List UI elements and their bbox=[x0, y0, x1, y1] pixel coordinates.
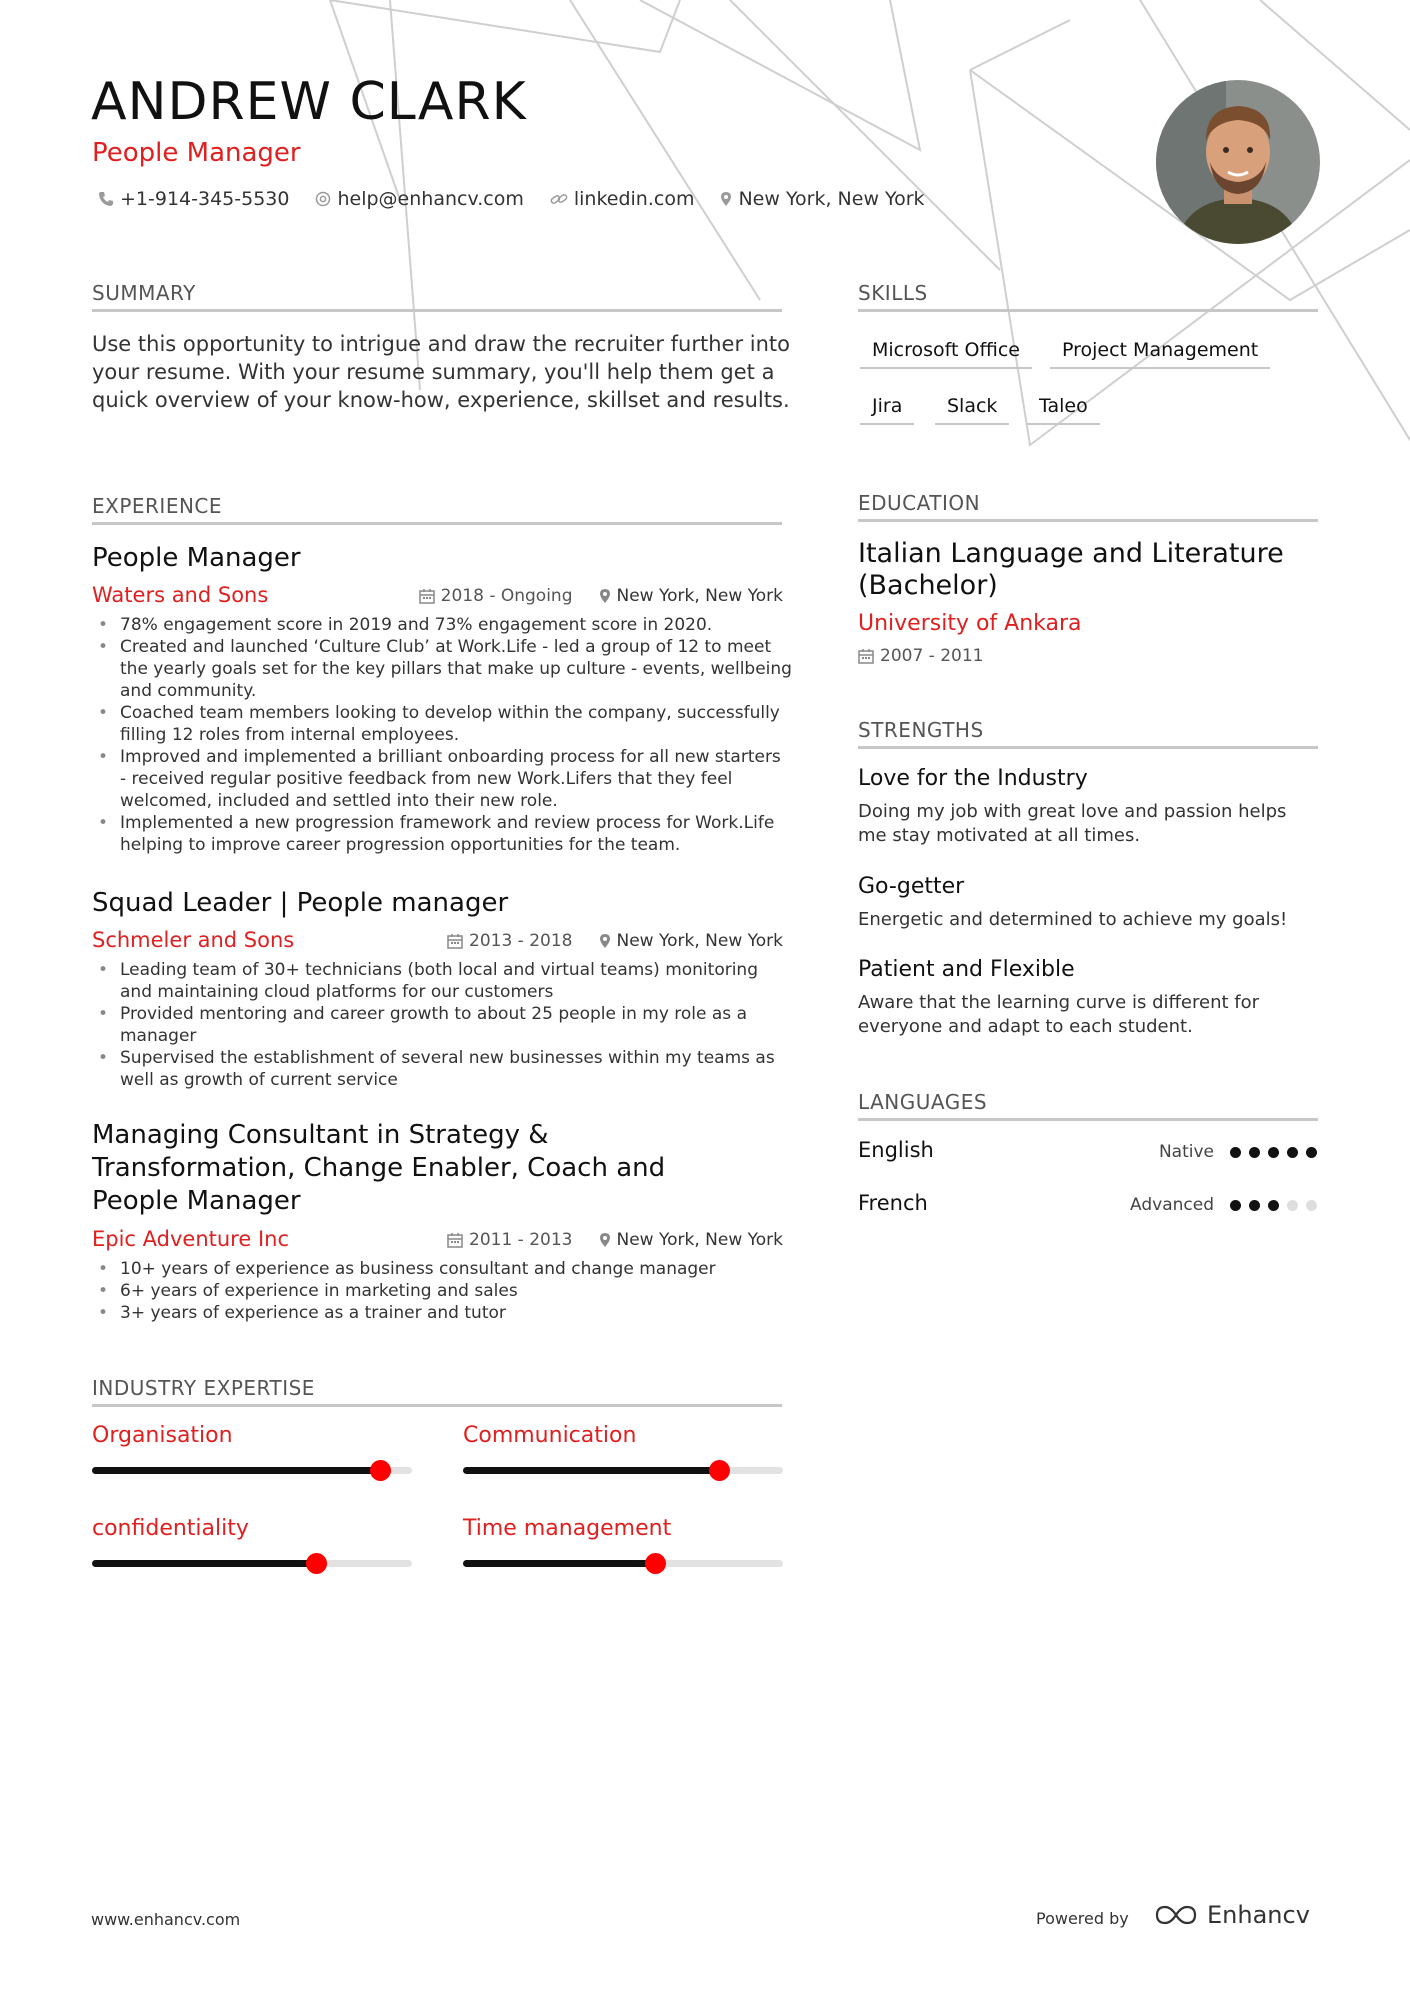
list-item: • Improved and implemented a brilliant onboarding process for all new starters - received regular positive feedback from new Work.Lifers that they feel welcomed, included and settled into their new role. bbox=[92, 746, 792, 812]
phone-text: +1-914-345-5530 bbox=[120, 188, 290, 210]
expertise-heading: INDUSTRY EXPERTISE bbox=[92, 1376, 782, 1407]
proficiency-dot-empty bbox=[1306, 1200, 1317, 1211]
language-dots bbox=[1230, 1200, 1325, 1211]
calendar-icon bbox=[447, 933, 463, 949]
job-location: New York, New York bbox=[616, 931, 783, 951]
language-name: French bbox=[858, 1191, 928, 1215]
linkedin-text[interactable]: linkedin.com bbox=[573, 188, 695, 210]
language-dots bbox=[1230, 1147, 1325, 1158]
strength-desc: Aware that the learning curve is different for everyone and adapt to each student. bbox=[858, 992, 1260, 1037]
job-company: Waters and Sons bbox=[92, 583, 269, 607]
expertise-label: Organisation bbox=[92, 1423, 233, 1448]
job-dates: 2018 - Ongoing bbox=[440, 586, 573, 606]
expertise-bar-knob bbox=[306, 1553, 327, 1574]
skill-tag: Jira bbox=[860, 395, 914, 425]
expertise-bar bbox=[463, 1467, 783, 1474]
skill-tag: Project Management bbox=[1050, 339, 1270, 369]
phone-icon bbox=[98, 191, 114, 207]
expertise-label: Time management bbox=[463, 1516, 672, 1541]
expertise-bar-knob bbox=[709, 1460, 730, 1481]
proficiency-dot-filled bbox=[1249, 1147, 1260, 1158]
list-item: • Created and launched ‘Culture Club’ at Work.Life - led a group of 12 to meet the yearly goals set for the key pillars that make up culture - events, wellbeing and community. bbox=[92, 636, 792, 702]
strength-title: Love for the Industry bbox=[858, 766, 1088, 791]
calendar-icon bbox=[858, 648, 874, 664]
job-bullets bbox=[92, 1258, 792, 1324]
contact-location bbox=[720, 188, 924, 210]
language-name: English bbox=[858, 1138, 934, 1162]
job-title: People Manager bbox=[92, 543, 301, 573]
job-meta bbox=[447, 1230, 783, 1250]
footer-url[interactable]: www.enhancv.com bbox=[91, 1910, 241, 1929]
location-pin-icon bbox=[720, 191, 732, 207]
proficiency-dot-empty bbox=[1287, 1200, 1298, 1211]
job-bullets bbox=[92, 614, 792, 856]
contact-email[interactable] bbox=[315, 188, 523, 210]
strengths-heading: STRENGTHS bbox=[858, 718, 1318, 749]
job-dates: 2011 - 2013 bbox=[469, 1230, 573, 1250]
calendar-icon bbox=[419, 588, 435, 604]
list-item: • Implemented a new progression framework and review process for Work.Life helping to improve career progression opportunities for the team. bbox=[92, 812, 792, 856]
email-text[interactable]: help@enhancv.com bbox=[337, 188, 524, 210]
expertise-bar bbox=[92, 1560, 412, 1567]
strength-desc: Energetic and determined to achieve my goals! bbox=[858, 909, 1288, 930]
experience-heading: EXPERIENCE bbox=[92, 494, 782, 525]
skill-tag: Taleo bbox=[1027, 395, 1100, 425]
location-pin-icon bbox=[599, 1232, 611, 1248]
at-icon bbox=[315, 191, 331, 207]
expertise-bar-knob bbox=[370, 1460, 391, 1481]
proficiency-dot-filled bbox=[1287, 1147, 1298, 1158]
brand-logo[interactable] bbox=[1153, 1901, 1310, 1929]
proficiency-dot-filled bbox=[1249, 1200, 1260, 1211]
list-item: • Coached team members looking to develop within the company, successfully filling 12 roles from internal employees. bbox=[92, 702, 792, 746]
contact-row bbox=[98, 188, 951, 210]
strength-title: Patient and Flexible bbox=[858, 957, 1075, 982]
job-company: Schmeler and Sons bbox=[92, 928, 295, 952]
job-title: Squad Leader | People manager bbox=[92, 888, 509, 918]
list-item: • 6+ years of experience in marketing and sales bbox=[92, 1280, 792, 1302]
education-school: University of Ankara bbox=[858, 611, 1082, 636]
education-dates bbox=[858, 646, 983, 666]
expertise-bar-knob bbox=[645, 1553, 666, 1574]
language-level: Advanced bbox=[1130, 1195, 1214, 1215]
powered-by-label: Powered by bbox=[1036, 1909, 1129, 1928]
list-item: • 78% engagement score in 2019 and 73% engagement score in 2020. bbox=[92, 614, 792, 636]
strength-title: Go-getter bbox=[858, 874, 965, 899]
brand-name: Enhancv bbox=[1207, 1901, 1310, 1929]
link-icon bbox=[550, 191, 568, 207]
location-text: New York, New York bbox=[738, 188, 925, 210]
list-item: • Provided mentoring and career growth to about 25 people in my role as a manager bbox=[92, 1003, 792, 1047]
proficiency-dot-filled bbox=[1230, 1147, 1241, 1158]
list-item: • 10+ years of experience as business consultant and change manager bbox=[92, 1258, 792, 1280]
language-level: Native bbox=[1158, 1142, 1214, 1162]
expertise-label: Communication bbox=[463, 1423, 637, 1448]
proficiency-dot-filled bbox=[1230, 1200, 1241, 1211]
enhancv-logo-icon bbox=[1153, 1903, 1199, 1927]
proficiency-dot-filled bbox=[1268, 1200, 1279, 1211]
location-pin-icon bbox=[599, 933, 611, 949]
proficiency-dot-filled bbox=[1268, 1147, 1279, 1158]
languages-heading: LANGUAGES bbox=[858, 1090, 1318, 1121]
job-dates: 2013 - 2018 bbox=[469, 931, 573, 951]
summary-heading: SUMMARY bbox=[92, 281, 782, 312]
candidate-name: ANDREW CLARK bbox=[91, 72, 527, 132]
candidate-title: People Manager bbox=[92, 138, 301, 168]
list-item: • 3+ years of experience as a trainer and tutor bbox=[92, 1302, 792, 1324]
expertise-bar-fill bbox=[92, 1467, 380, 1474]
job-bullets bbox=[92, 959, 792, 1091]
location-pin-icon bbox=[599, 588, 611, 604]
summary-text: Use this opportunity to intrigue and draw the recruiter further into your resume. With your resume summary, you'll help them get a quick overview of your know-how, experience, skillset and results. bbox=[92, 332, 790, 412]
skill-tag: Microsoft Office bbox=[860, 339, 1032, 369]
education-heading: EDUCATION bbox=[858, 491, 1318, 522]
contact-linkedin[interactable] bbox=[550, 188, 695, 210]
expertise-bar-fill bbox=[463, 1467, 719, 1474]
job-meta bbox=[419, 586, 783, 606]
expertise-bar bbox=[92, 1467, 412, 1474]
strength-desc: Doing my job with great love and passion helps me stay motivated at all times. bbox=[858, 801, 1287, 846]
education-degree: Italian Language and Literature (Bachelor) bbox=[858, 538, 1284, 601]
expertise-bar bbox=[463, 1560, 783, 1567]
job-title: Managing Consultant in Strategy & Transformation, Change Enabler, Coach and People Manager bbox=[92, 1120, 666, 1216]
skill-tag: Slack bbox=[935, 395, 1009, 425]
skills-heading: SKILLS bbox=[858, 281, 1318, 312]
list-item: • Supervised the establishment of several new businesses within my teams as well as growth of current service bbox=[92, 1047, 792, 1091]
education-dates-text: 2007 - 2011 bbox=[880, 646, 984, 666]
expertise-label: confidentiality bbox=[92, 1516, 249, 1541]
job-meta bbox=[447, 931, 783, 951]
job-company: Epic Adventure Inc bbox=[92, 1227, 289, 1251]
job-location: New York, New York bbox=[616, 586, 783, 606]
expertise-bar-fill bbox=[92, 1560, 316, 1567]
contact-phone bbox=[98, 188, 289, 210]
list-item: • Leading team of 30+ technicians (both local and virtual teams) monitoring and maintaining cloud platforms for our customers bbox=[92, 959, 792, 1003]
proficiency-dot-filled bbox=[1306, 1147, 1317, 1158]
avatar bbox=[1156, 80, 1320, 244]
expertise-bar-fill bbox=[463, 1560, 655, 1567]
calendar-icon bbox=[447, 1232, 463, 1248]
job-location: New York, New York bbox=[616, 1230, 783, 1250]
